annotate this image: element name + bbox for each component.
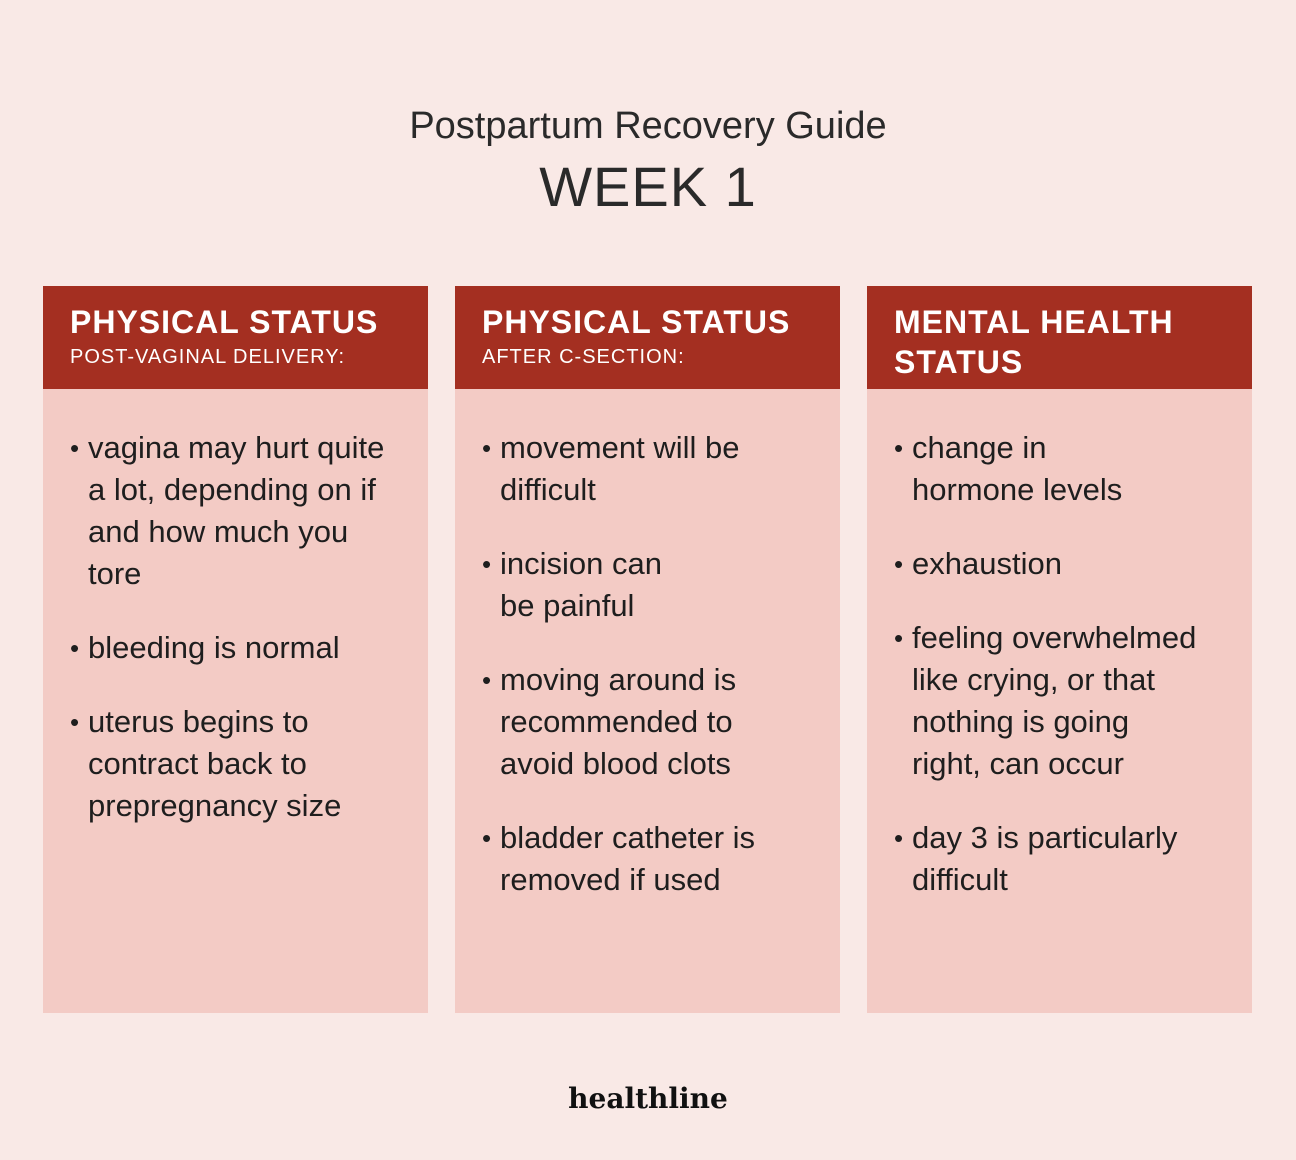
list-item: • bladder catheter is removed if used	[482, 817, 800, 901]
title-block	[0, 100, 1296, 222]
column-header	[867, 286, 1252, 389]
status-list	[455, 389, 840, 901]
column-heading: PHYSICAL STATUS	[70, 304, 379, 340]
column-header	[43, 286, 428, 389]
column-header	[455, 286, 840, 389]
list-item: • moving around is recommended to avoid blood clots	[482, 659, 790, 785]
column-heading: PHYSICAL STATUS	[482, 304, 791, 340]
column-physical-vaginal	[43, 286, 428, 1013]
guide-title: Postpartum Recovery Guide	[409, 105, 887, 147]
list-item: • vagina may hurt quite a lot, depending on if and how much you tore	[70, 427, 388, 595]
list-item: • feeling overwhelmed like crying, or that nothing is going right, can occur	[894, 617, 1202, 785]
list-item: • change in hormone levels	[894, 427, 1162, 511]
column-subheading: POST-VAGINAL DELIVERY:	[70, 346, 346, 368]
list-item: • uterus begins to contract back to prepregnancy size	[70, 701, 378, 827]
status-list	[867, 389, 1252, 901]
column-physical-csection	[455, 286, 840, 1013]
column-heading: MENTAL HEALTH STATUS	[894, 304, 1174, 380]
week-title: WEEK 1	[539, 155, 757, 218]
list-item: • day 3 is particularly difficult	[894, 817, 1222, 901]
healthline-logo: healthline	[568, 1082, 728, 1115]
column-mental-health	[867, 286, 1252, 1013]
list-item: • movement will be difficult	[482, 427, 740, 511]
list-item: • incision can be painful	[482, 543, 700, 627]
list-item: • bleeding is normal	[70, 627, 408, 669]
column-subheading: AFTER C-SECTION:	[482, 346, 685, 368]
status-list	[43, 389, 428, 827]
list-item: • exhaustion	[894, 543, 1232, 585]
